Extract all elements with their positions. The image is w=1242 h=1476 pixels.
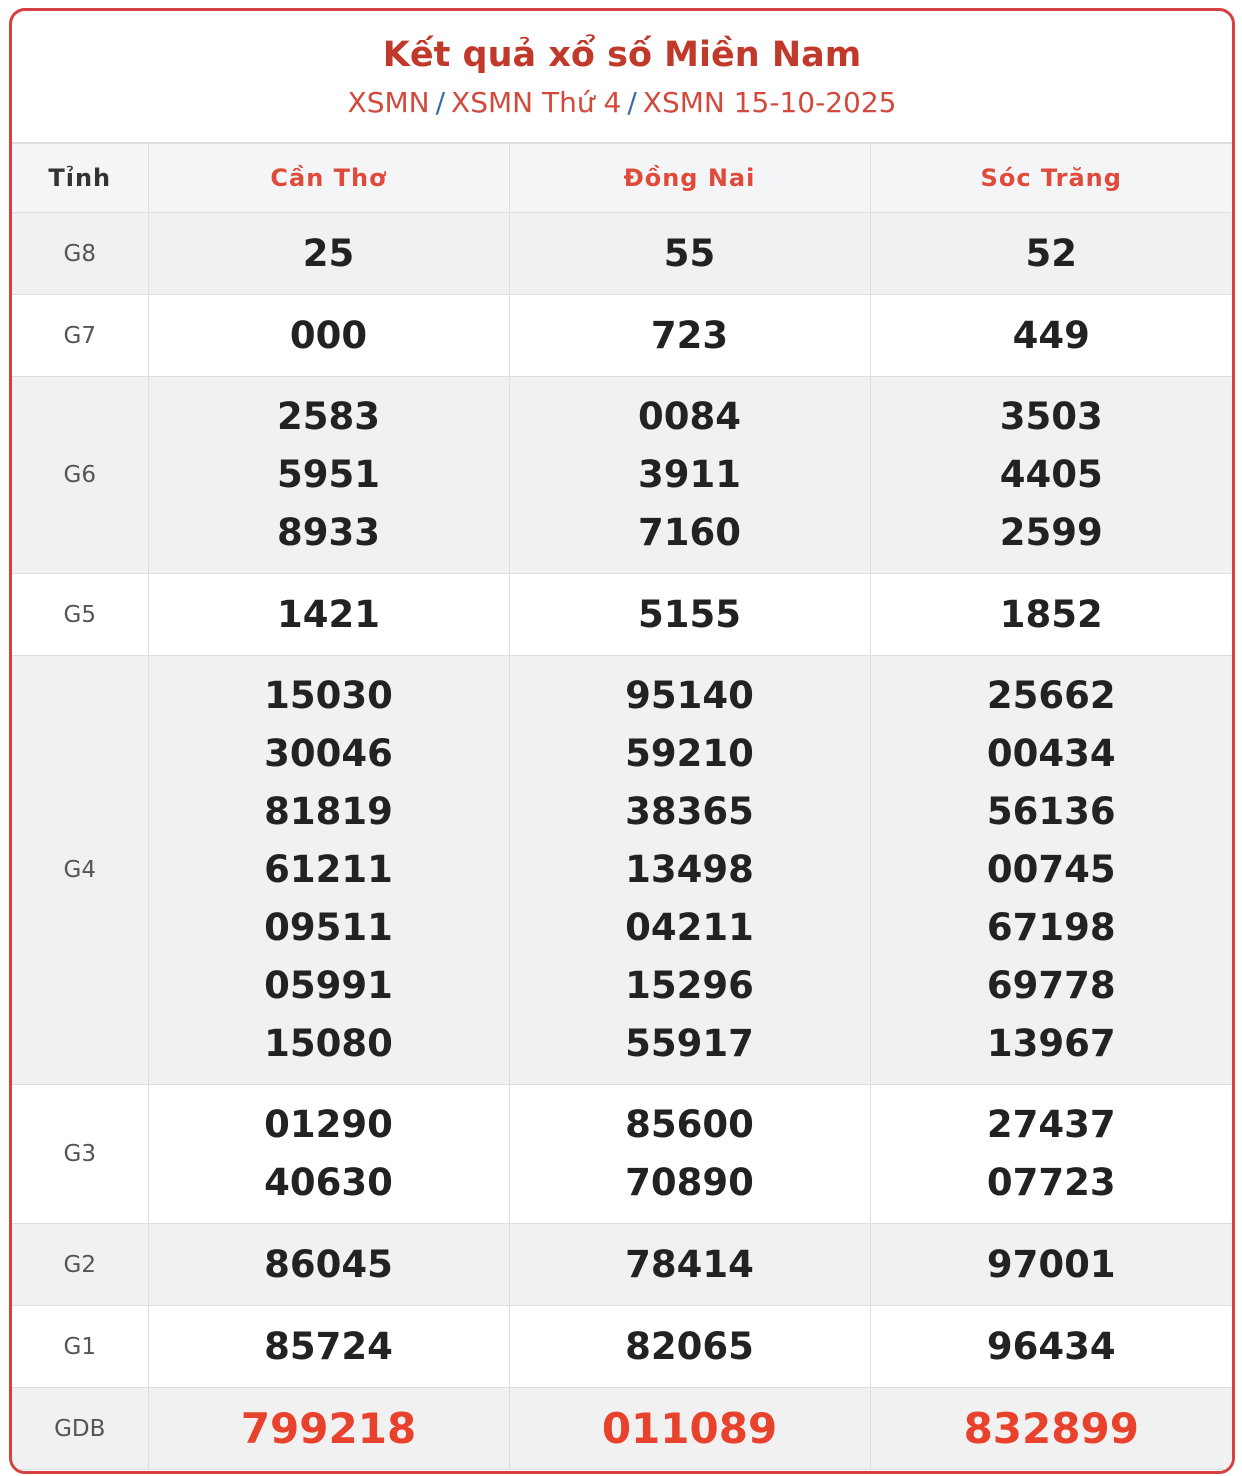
special-prize-number: 011089: [601, 1403, 778, 1453]
results-table: [12, 143, 1232, 1470]
table-row: [12, 1224, 1232, 1306]
prize-number: 59210: [625, 732, 754, 775]
prize-number: 723: [650, 313, 729, 357]
prize-number: 15080: [264, 1022, 393, 1065]
prize-cell: [148, 213, 509, 295]
prize-number: 85600: [625, 1103, 754, 1146]
prize-number: 15030: [264, 674, 393, 717]
breadcrumb: [12, 85, 1232, 121]
prize-number: 7160: [638, 511, 741, 554]
prize-label: G7: [12, 295, 148, 377]
prize-number: 85724: [264, 1324, 393, 1368]
results-body: [12, 213, 1232, 1470]
prize-cell: [509, 574, 870, 656]
column-header-dong-nai[interactable]: Đồng Nai: [509, 144, 870, 213]
prize-number: 69778: [986, 964, 1116, 1007]
prize-number: 2583: [277, 395, 380, 438]
prize-label: G6: [12, 377, 148, 574]
prize-number: 04211: [625, 906, 754, 949]
prize-cell: [870, 1085, 1232, 1224]
table-row: [12, 656, 1232, 1085]
prize-cell: [870, 295, 1232, 377]
prize-number: 96434: [986, 1324, 1116, 1368]
prize-number: 56136: [986, 790, 1116, 833]
prize-number: 1852: [999, 592, 1103, 636]
prize-cell: [870, 377, 1232, 574]
prize-cell: [509, 1388, 870, 1470]
prize-number: 07723: [986, 1161, 1116, 1204]
prize-number: 30046: [264, 732, 393, 775]
table-row: [12, 295, 1232, 377]
prize-number: 78414: [625, 1242, 754, 1286]
prize-number: 00745: [986, 848, 1116, 891]
prize-cell: [148, 1388, 509, 1470]
prize-number: 3911: [638, 453, 741, 496]
prize-number: 82065: [625, 1324, 754, 1368]
prize-number: 55: [663, 231, 716, 275]
prize-number: 00434: [986, 732, 1116, 775]
prize-number: 25: [302, 231, 355, 275]
table-row: [12, 213, 1232, 295]
prize-cell: [509, 213, 870, 295]
prize-number: 449: [1012, 313, 1090, 357]
prize-cell: [509, 656, 870, 1085]
prize-cell: [148, 574, 509, 656]
prize-number: 13498: [625, 848, 754, 891]
prize-cell: [148, 1085, 509, 1224]
prize-number: 0084: [638, 395, 741, 438]
prize-label: G3: [12, 1085, 148, 1224]
prize-cell: [870, 213, 1232, 295]
prize-number: 1421: [277, 592, 380, 636]
breadcrumb-xsmn[interactable]: XSMN: [347, 86, 430, 119]
prize-number: 40630: [264, 1161, 393, 1204]
prize-number: 5951: [277, 453, 380, 496]
prize-number: 25662: [986, 674, 1116, 717]
special-prize-number: 799218: [240, 1403, 417, 1453]
special-prize-number: 832899: [963, 1403, 1139, 1453]
prize-number: 55917: [625, 1022, 754, 1065]
prize-number: 38365: [625, 790, 754, 833]
prize-cell: [148, 1224, 509, 1306]
prize-number: 67198: [986, 906, 1116, 949]
breadcrumb-xsmn-weekday[interactable]: XSMN Thứ 4: [451, 86, 622, 119]
prize-cell: [870, 574, 1232, 656]
prize-number: 70890: [625, 1161, 754, 1204]
prize-number: 4405: [999, 453, 1103, 496]
column-header-can-tho[interactable]: Cần Thơ: [148, 144, 509, 213]
prize-cell: [509, 1306, 870, 1388]
prize-cell: [148, 377, 509, 574]
table-row: [12, 1306, 1232, 1388]
breadcrumb-xsmn-date[interactable]: XSMN 15-10-2025: [642, 86, 897, 119]
prize-number: 05991: [264, 964, 393, 1007]
table-row: [12, 377, 1232, 574]
table-row: [12, 574, 1232, 656]
prize-cell: [870, 1224, 1232, 1306]
column-header-soc-trang[interactable]: Sóc Trăng: [870, 144, 1232, 213]
prize-number: 3503: [999, 395, 1103, 438]
prize-number: 27437: [986, 1103, 1116, 1146]
prize-number: 81819: [264, 790, 393, 833]
column-header-province-label: Tỉnh: [12, 144, 148, 213]
prize-cell: [870, 1306, 1232, 1388]
prize-number: 000: [289, 313, 368, 357]
prize-label: G1: [12, 1306, 148, 1388]
prize-number: 01290: [264, 1103, 393, 1146]
prize-cell: [509, 1224, 870, 1306]
breadcrumb-separator: /: [435, 86, 446, 119]
prize-number: 95140: [625, 674, 754, 717]
prize-cell: [509, 295, 870, 377]
prize-label: G2: [12, 1224, 148, 1306]
lottery-results-card: [9, 8, 1235, 1474]
prize-cell: [870, 656, 1232, 1085]
results-header: [12, 11, 1232, 143]
prize-number: 8933: [277, 511, 380, 554]
prize-number: 52: [1025, 231, 1077, 275]
breadcrumb-separator: /: [627, 86, 637, 119]
prize-cell: [148, 656, 509, 1085]
prize-label: G8: [12, 213, 148, 295]
table-row: [12, 1085, 1232, 1224]
prize-cell: [509, 377, 870, 574]
prize-number: 2599: [999, 511, 1103, 554]
table-header-row: [12, 144, 1232, 213]
table-row: [12, 1388, 1232, 1470]
prize-number: 5155: [638, 592, 741, 636]
prize-cell: [148, 1306, 509, 1388]
prize-label: G4: [12, 656, 148, 1085]
prize-number: 15296: [625, 964, 754, 1007]
prize-cell: [148, 295, 509, 377]
prize-cell: [870, 1388, 1232, 1470]
prize-number: 86045: [264, 1242, 393, 1286]
prize-label: G5: [12, 574, 148, 656]
prize-number: 13967: [986, 1022, 1116, 1065]
prize-number: 97001: [986, 1242, 1116, 1286]
page-title: Kết quả xổ số Miền Nam: [382, 35, 862, 75]
prize-label: GDB: [12, 1388, 148, 1470]
prize-number: 09511: [264, 906, 393, 949]
prize-number: 61211: [264, 848, 393, 891]
prize-cell: [509, 1085, 870, 1224]
